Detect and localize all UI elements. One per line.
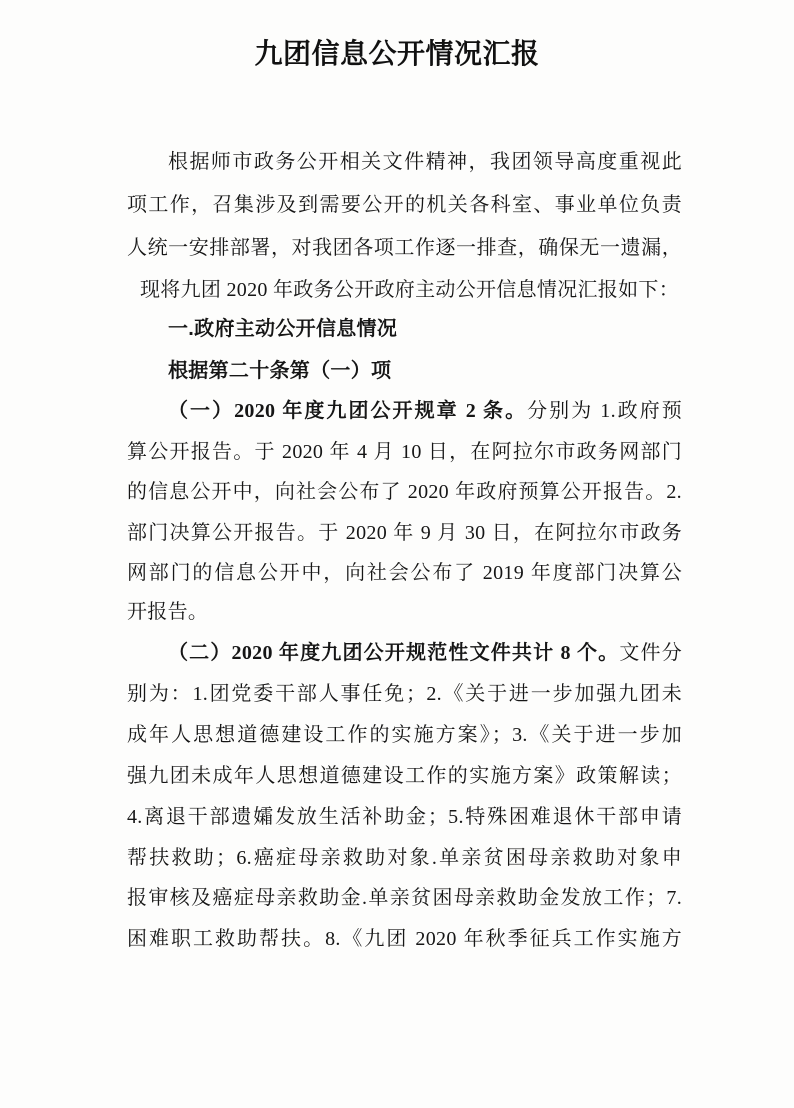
item-2-line-5: 4.离退干部遗孀发放生活补助金；5.特殊困难退休干部申请 (127, 806, 682, 828)
section-heading: 一.政府主动公开信息情况 (168, 318, 398, 340)
item-2-line-1-text: 文件分 (619, 642, 682, 664)
intro-line-4: 现将九团 2020 年政务公开政府主动公开信息情况汇报如下： (140, 279, 679, 301)
intro-line-2: 项工作，召集涉及到需要公开的机关各科室、事业单位负责 (127, 194, 682, 216)
item-2-lead: （二）2020 年度九团公开规范性文件共计 8 个。 (168, 642, 620, 664)
item-2-line-6: 帮扶救助；6.癌症母亲救助对象.单亲贫困母亲救助对象申 (127, 847, 682, 869)
subheading: 根据第二十条第（一）项 (168, 360, 392, 382)
item-1-line-2: 算公开报告。于 2020 年 4 月 10 日，在阿拉尔市政务网部门 (127, 441, 682, 463)
item-1-first-line (127, 399, 682, 423)
item-1-line-6: 开报告。 (127, 601, 209, 623)
intro-line-3: 人统一安排部署，对我团各项工作逐一排查，确保无一遗漏， (127, 237, 682, 259)
document-title: 九团信息公开情况汇报 (254, 39, 540, 70)
item-2-line-8: 困难职工救助帮扶。8.《九团 2020 年秋季征兵工作实施方 (127, 928, 682, 950)
item-1-line-1-text: 分别为 1.政府预 (527, 400, 682, 422)
item-1-line-4: 部门决算公开报告。于 2020 年 9 月 30 日，在阿拉尔市政务 (127, 522, 682, 544)
item-1-lead: （一）2020 年度九团公开规章 2 条。 (168, 400, 528, 422)
intro-line-1: 根据师市政务公开相关文件精神，我团领导高度重视此 (168, 151, 682, 173)
item-2-first-line (127, 641, 682, 665)
item-2-line-3: 成年人思想道德建设工作的实施方案》；3.《关于进一步加 (127, 724, 682, 746)
item-2-line-7: 报审核及癌症母亲救助金.单亲贫困母亲救助金发放工作；7. (127, 887, 682, 909)
item-1-line-3: 的信息公开中，向社会公布了 2020 年政府预算公开报告。2. (127, 481, 682, 503)
item-2-line-4: 强九团未成年人思想道德建设工作的实施方案》政策解读； (127, 765, 682, 787)
item-1-line-5: 网部门的信息公开中，向社会公布了 2019 年度部门决算公 (127, 562, 682, 584)
item-2-line-2: 别为：1.团党委干部人事任免；2.《关于进一步加强九团未 (127, 683, 682, 705)
